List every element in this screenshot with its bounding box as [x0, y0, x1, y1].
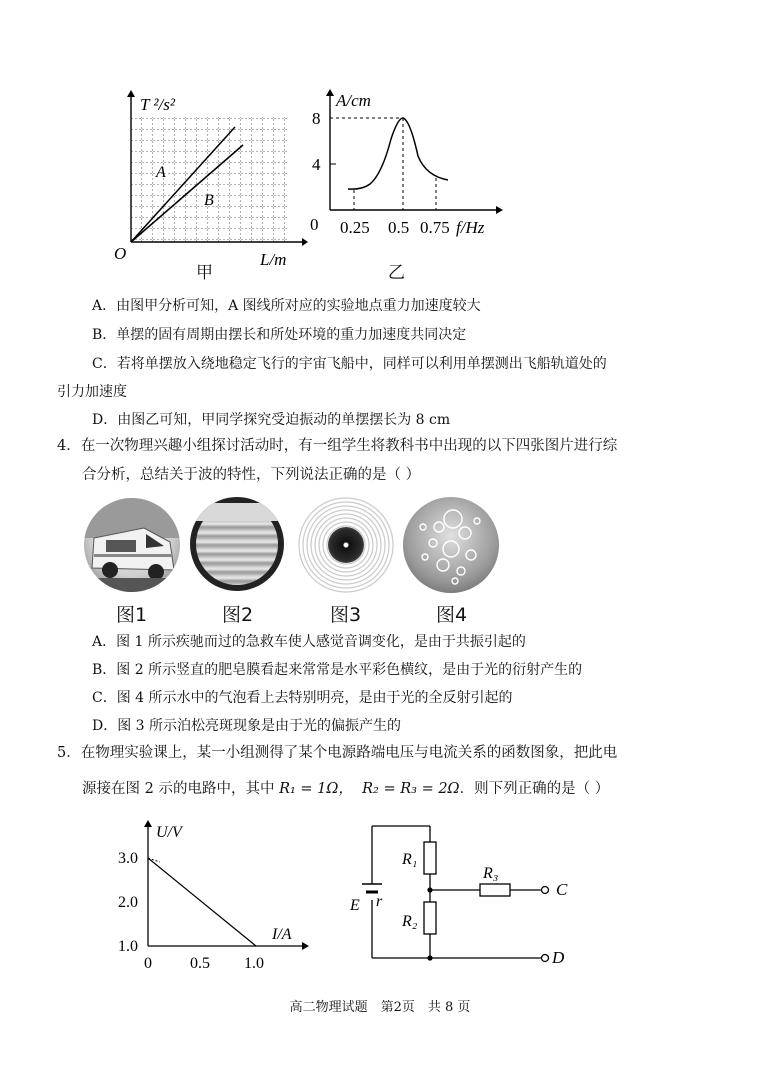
q5-r1-equation: R₁ = 1Ω， [279, 781, 353, 797]
ui-x-tick: 1.0 [244, 955, 264, 972]
q5-stem-tail: ．则下列正确的是（ ） [459, 781, 610, 797]
figure-jia [108, 85, 308, 280]
jia-x-label: L/m [260, 250, 287, 269]
q4-option-a: A．图 1 所示疾驰而过的急救车使人感觉音调变化，是由于共振引起的 [92, 634, 526, 650]
yi-origin: 0 [310, 215, 319, 234]
q3-option-c: C．若将单摆放入绕地稳定飞行的宇宙飞船中，同样可以利用单摆测出飞船轨道处的 [92, 356, 607, 372]
q3-option-a: A．由图甲分析可知，A 图线所对应的实验地点重力加速度较大 [92, 298, 481, 314]
caption-jia: 甲 [196, 263, 213, 283]
yi-x-label: f/Hz [456, 218, 485, 237]
q4-option-b: B．图 2 所示竖直的肥皂膜看起来常常是水平彩色横纹，是由于光的衍射产生的 [92, 662, 583, 678]
q5-stem-line2 [82, 780, 609, 798]
q5-r23-equation: R₂ = R₃ = 2Ω [362, 781, 460, 797]
ui-x-label: I/A [272, 926, 292, 943]
ui-chart [110, 815, 310, 975]
terminal-c: C [556, 880, 568, 899]
yi-tick-075: 0.75 [420, 218, 450, 237]
ui-origin: 0 [144, 955, 152, 972]
yi-tick-4: 4 [312, 155, 321, 174]
figure-yi [296, 84, 506, 244]
photo-soap-film [190, 497, 284, 591]
ui-data-line [148, 858, 256, 946]
jia-y-label: T ²/s² [140, 95, 175, 114]
q4-option-d: D．图 3 所示泊松亮斑现象是由于光的偏振产生的 [92, 718, 402, 734]
resonance-curve [348, 118, 448, 189]
label-b: B [204, 192, 214, 209]
caption-fig2: 图2 [222, 604, 254, 626]
q5-stem-line1: 5．在物理实验课上，某一小组测得了某个电源路端电压与电流关系的函数图象，把此电 [57, 745, 618, 761]
label-a: A [156, 164, 166, 181]
caption-fig4: 图4 [436, 604, 468, 626]
label-r2: R₂ [402, 913, 418, 930]
photo-poisson-spot [298, 497, 394, 593]
q4-option-c: C．图 4 所示水中的气泡看上去特别明亮，是由于光的全反射引起的 [92, 690, 513, 706]
yi-y-label: A/cm [336, 91, 371, 110]
yi-tick-05: 0.5 [388, 218, 410, 237]
label-r3: R₃ [483, 865, 499, 882]
q3-option-b: B．单摆的固有周期由摆长和所处环境的重力加速度共同决定 [92, 327, 467, 343]
ui-y-tick: 1.0 [118, 938, 138, 955]
caption-fig3: 图3 [330, 604, 362, 626]
page-footer: 高二物理试题 第2页 共 8 页 [289, 1000, 471, 1015]
caption-yi: 乙 [388, 263, 405, 283]
jia-origin: O [114, 244, 127, 263]
yi-tick-025: 0.25 [340, 218, 370, 237]
terminal-d: D [552, 948, 565, 967]
ui-x-tick: 0.5 [190, 955, 210, 972]
ui-y-label: U/V [156, 824, 182, 841]
label-r1: R₁ [402, 851, 418, 868]
q3-option-d: D．由图乙可知，甲同学探究受迫振动的单摆摆长为 8 cm [92, 412, 451, 428]
circuit-diagram [340, 818, 580, 968]
ui-y-tick: 2.0 [118, 894, 138, 911]
label-internal-r: r [376, 893, 383, 910]
q5-stem-text: 源接在图 2 示的电路中，其中 [82, 781, 280, 797]
caption-fig1: 图1 [116, 604, 148, 626]
label-emf: E [350, 897, 360, 914]
q3-option-c-cont: 引力加速度 [57, 384, 127, 400]
ui-y-tick: 3.0 [118, 850, 138, 867]
yi-tick-8: 8 [312, 109, 321, 128]
q4-stem-line1: 4．在一次物理兴趣小组探讨活动时，有一组学生将教科书中出现的以下四张图片进行综 [57, 438, 618, 454]
q4-stem-line2: 合分析，总结关于波的特性，下列说法正确的是（ ） [82, 467, 421, 483]
photo-bubbles [403, 497, 499, 593]
photo-ambulance [84, 498, 180, 592]
